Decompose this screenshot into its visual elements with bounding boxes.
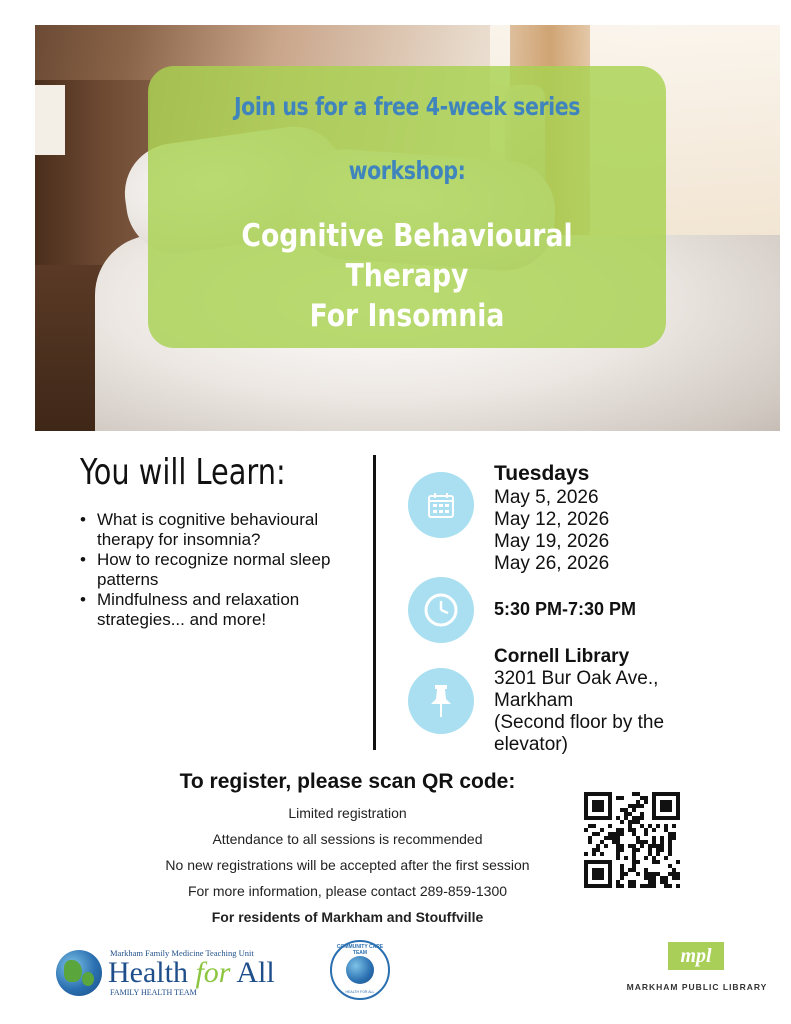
pushpin-icon <box>408 668 474 734</box>
community-care-team-logo <box>330 940 390 1000</box>
workshop-title-line-1: Cognitive Behavioural Therapy <box>241 218 573 294</box>
qr-code-graphic <box>584 792 680 888</box>
markham-public-library-logo <box>622 942 772 994</box>
session-time: 5:30 PM-7:30 PM <box>494 599 637 619</box>
mpl-mark: mpl <box>668 942 724 970</box>
location-name: Cornell Library <box>494 646 630 667</box>
address-line: 3201 Bur Oak Ave., <box>494 668 659 689</box>
title-banner <box>148 66 666 348</box>
qr-code[interactable] <box>584 792 680 888</box>
list-item-text: What is cognitive behavioural therapy for insomnia? <box>97 510 319 549</box>
bullet-icon: • <box>80 510 86 529</box>
list-item <box>80 510 350 550</box>
hfa-wordmark <box>108 956 275 990</box>
lamp <box>35 85 65 155</box>
hfa-team: FAMILY HEALTH TEAM <box>110 988 197 997</box>
address-line: elevator) <box>494 734 568 755</box>
date-item: May 5, 2026 <box>494 487 599 508</box>
globe-icon <box>56 950 102 996</box>
residents-note: For residents of Markham and Stouffville <box>211 909 484 925</box>
registration-line: For more information, please contact 289-859-1300 <box>187 883 508 899</box>
registration-line: No new registrations will be accepted after the first session <box>165 857 530 873</box>
bullet-icon: • <box>80 550 86 569</box>
column-divider <box>373 455 376 750</box>
clock-icon <box>408 577 474 643</box>
address-line: Markham <box>494 690 574 711</box>
registration-line: Limited registration <box>288 805 407 821</box>
hfa-word-all: All <box>230 956 275 989</box>
learn-list <box>80 510 350 630</box>
intro-line: Join us for a free 4-week series <box>233 92 581 121</box>
date-item: May 26, 2026 <box>494 553 610 574</box>
globe-icon <box>346 956 374 984</box>
location <box>494 646 744 756</box>
health-for-all-logo <box>56 946 301 1000</box>
register-heading: To register, please scan QR code: <box>179 770 516 793</box>
list-item <box>80 550 350 590</box>
library-name: MARKHAM PUBLIC LIBRARY <box>626 982 768 992</box>
calendar-icon <box>408 472 474 538</box>
learn-heading: You will Learn: <box>80 452 286 493</box>
workshop-title-line-2: For Insomnia <box>309 298 505 334</box>
bullet-icon: • <box>80 590 86 609</box>
day-heading: Tuesdays <box>494 462 590 485</box>
schedule-dates <box>494 461 609 575</box>
hfa-subtitle: Markham Family Medicine Teaching Unit <box>110 948 254 958</box>
date-item: May 19, 2026 <box>494 531 610 552</box>
list-item <box>80 590 350 630</box>
address-line: (Second floor by the <box>494 712 665 733</box>
cct-tagline: HEALTH FOR ALL <box>345 990 375 994</box>
list-item-text: How to recognize normal sleep patterns <box>97 550 331 589</box>
cct-name: COMMUNITY CARE TEAM <box>336 944 384 956</box>
workshop-title <box>184 216 629 336</box>
date-item: May 12, 2026 <box>494 509 610 530</box>
list-item-text: Mindfulness and relaxation strategies... and more! <box>97 590 300 629</box>
intro-line-2: workshop: <box>348 156 466 185</box>
registration-line: Attendance to all sessions is recommended <box>212 831 483 847</box>
hfa-word-for: for <box>195 956 231 989</box>
hfa-word-health: Health <box>108 956 196 989</box>
